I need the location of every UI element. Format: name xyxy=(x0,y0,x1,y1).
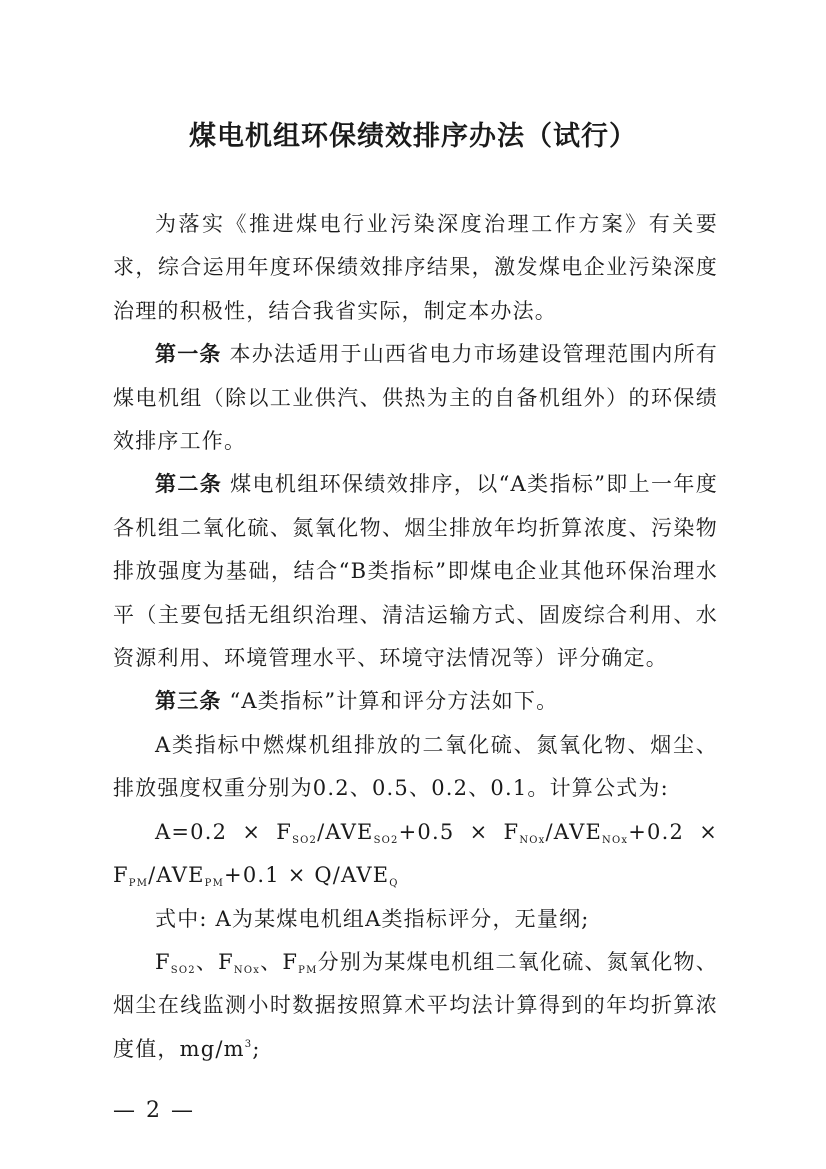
formula-part: /AVE xyxy=(148,863,205,888)
formula-subscript: Q xyxy=(389,878,399,890)
formula xyxy=(113,811,718,898)
fdef-subscript: NOx xyxy=(233,964,261,976)
article-2-text: 煤电机组环保绩效排序，以“A类指标”即上一年度各机组二氧化硫、氮氧化物、烟尘排放年均折算浓度、污染物排放强度为基础，结合“B类指标”即煤电企业其他环保治理水平（主要包括无组织治理、清洁运输方式、固废综合利用、水资源利用、环境管理水平、环境守法情况等）评分确定。 xyxy=(113,472,718,671)
formula-part: A=0.2 × F xyxy=(155,819,293,844)
formula-subscript: SO2 xyxy=(373,834,399,846)
article-3-label: 第三条 xyxy=(155,689,222,714)
formula-part: +0.2 × F xyxy=(113,819,718,888)
article-1-label: 第一条 xyxy=(155,342,222,367)
fdef-subscript: SO2 xyxy=(170,964,196,976)
page-number: — 2 — xyxy=(113,1098,195,1123)
fdef-part: 、F xyxy=(260,949,299,974)
formula-part: +0.5 × F xyxy=(398,819,520,844)
fdef-subscript: PM xyxy=(298,964,318,976)
formula-subscript: NOx xyxy=(602,834,629,846)
document-body xyxy=(113,203,718,1071)
fdef-part: 、F xyxy=(195,949,234,974)
article-2 xyxy=(113,463,718,680)
formula-part: +0.1 × Q/AVE xyxy=(224,863,390,888)
formula-subscript: SO2 xyxy=(292,834,318,846)
article-3 xyxy=(113,680,718,723)
formula-part: /AVE xyxy=(317,819,374,844)
document-title: 煤电机组环保绩效排序办法（试行） xyxy=(189,121,637,152)
formula-subscript: PM xyxy=(204,878,225,890)
where-paragraph: 式中: A为某煤电机组A类指标评分，无量纲; xyxy=(155,906,590,931)
formula-subscript: NOx xyxy=(519,834,546,846)
weights-paragraph: A类指标中燃煤机组排放的二氧化硫、氮氧化物、烟尘、排放强度权重分别为0.2、0.5、0.2、0.1。计算公式为: xyxy=(113,732,718,801)
article-1-text: 本办法适用于山西省电力市场建设管理范围内所有煤电机组（除以工业供汽、供热为主的自备机组外）的环保绩效排序工作。 xyxy=(113,342,718,454)
intro-paragraph: 为落实《推进煤电行业污染深度治理工作方案》有关要求，综合运用年度环保绩效排序结果，激发煤电企业污染深度治理的积极性，结合我省实际，制定本办法。 xyxy=(113,212,718,323)
fdef-part: F xyxy=(155,949,171,974)
fdef-superscript: 3 xyxy=(244,1038,253,1050)
article-2-label: 第二条 xyxy=(155,472,223,497)
formula-part: /AVE xyxy=(545,819,603,844)
article-1 xyxy=(113,333,718,463)
fdef-text: 分别为某煤电机组二氧化硫、氮氧化物、烟尘在线监测小时数据按照算术平均法计算得到的年均折算浓度值，mg/m xyxy=(113,949,718,1061)
formula-subscript: PM xyxy=(128,878,149,890)
fdef-end: ; xyxy=(252,1036,261,1061)
article-3-text: “A类指标”计算和评分方法如下。 xyxy=(221,689,559,714)
f-definition xyxy=(113,941,718,1071)
